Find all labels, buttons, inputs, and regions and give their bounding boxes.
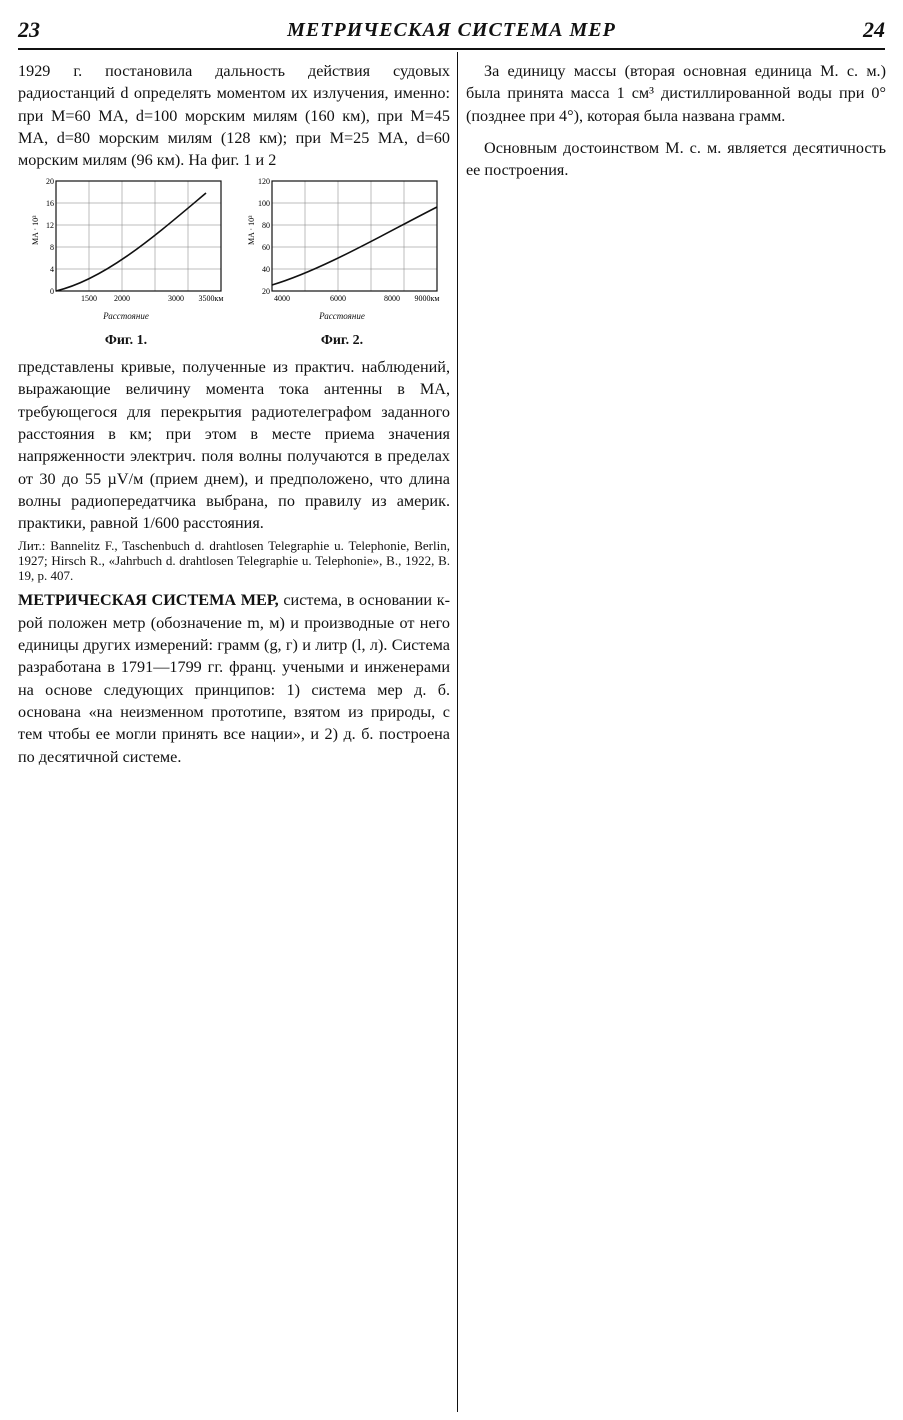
fig1-xtick: 1500: [81, 294, 97, 304]
fig1-ylabel: MA · 10³: [31, 215, 40, 246]
fig1-ytick: 0: [50, 287, 54, 297]
conclusion-paragraph: Основным достоинством М. с. м. является десятичность ее построения.: [466, 138, 886, 180]
fig2-ytick: 60: [262, 243, 270, 253]
fig2-xtick: 4000: [274, 294, 290, 304]
fig2-ytick: 40: [262, 265, 270, 275]
fig1-xtick: 2000: [114, 294, 130, 304]
fig1-ytick: 4: [50, 265, 54, 275]
figures-description-paragraph: представлены кривые, полученные из практич. наблюдений, выражающие величину момента тока антенны в МА, требующегося для перекрытия радиотелеграфом заданного расстояния в км; при этом в месте приема значения напряженности электрич. поля волны получаются в пределах от 30 до 55 µV/м (прием днем), и предположено, что длина волны радиопередатчика выбрана, по правилу из америк. практики, равной 1/600 расстояния.: [18, 358, 450, 533]
fig2-xlabel: Расстояние: [319, 311, 365, 322]
fig2-xtick: 6000: [330, 294, 346, 304]
left-page-number: 23: [18, 17, 40, 42]
fig1-xtick: 3000: [168, 294, 184, 304]
mass-unit-paragraph: За единицу массы (вторая основная единица М. с. м.) была принята масса 1 см³ дистиллированной воды при 0° (позднее при 4°), которая была названа грамм.: [466, 62, 886, 125]
fig2-caption: Фиг. 2.: [320, 332, 364, 348]
metric-system-article-start: [18, 589, 450, 767]
fig2-ytick: 120: [258, 177, 270, 187]
figure-1: [26, 175, 226, 352]
fig1-ytick: 8: [50, 243, 54, 253]
running-title: МЕТРИЧЕСКАЯ СИСТЕМА МЕР: [287, 18, 616, 41]
fig2-ytick: 100: [258, 199, 270, 209]
fig1-xtick: 3500км: [198, 294, 224, 304]
fig2-ytick: 80: [262, 221, 270, 231]
fig2-xtick: 8000: [384, 294, 400, 304]
fig1-ytick: 12: [46, 221, 54, 231]
figure-2: [242, 175, 442, 352]
figures-row: [18, 175, 450, 352]
metric-system-definition: система, в основании к-рой положен метр (обозначение m, м) и производные от него единицы других измерений: грамм (g, г) и литр (l, л). Система разработана в 1791—1799 гг. франц. учеными и инженерами на основе следующих принципов: 1) система мер д. б. основана «на неизменном прототипе, взятом из природы, с тем чтобы ее могли принять все нации», и 2) д. б. построена по десятичной системе.: [18, 591, 450, 766]
fig1-caption: Фиг. 1.: [104, 332, 148, 348]
fig2-ylabel: MA · 10³: [247, 215, 256, 246]
left-column: [18, 60, 450, 1410]
column-divider: [457, 52, 458, 1412]
fig1-ytick: 16: [46, 199, 54, 209]
right-page-number: 24: [862, 17, 885, 42]
fig1-xlabel: Расстояние: [103, 311, 149, 322]
article-term: МЕТРИЧЕСКАЯ СИСТЕМА МЕР,: [18, 591, 279, 610]
right-column: [466, 60, 886, 1410]
fig2-xtick: 9000км: [414, 294, 440, 304]
fig1-ytick: 20: [46, 177, 54, 187]
page-header: [18, 12, 885, 50]
literature-references: Лит.: Bannelitz F., Taschenbuch d. drahtlosen Telegraphie u. Telephonie, Berlin, 1927; Hirsch R., «Jahrbuch d. drahtlosen Telegraphie u. Telephonie», B., 1922, B. 19, p. 407.: [18, 538, 450, 584]
radio-range-paragraph: 1929 г. постановила дальность действия судовых радиостанций d определять моментом их излучения, именно: при M=60 МА, d=100 морским милям (160 км), при M=45 МА, d=80 морским милям (128 км); при M=25 МА, d=60 морским милям (96 км). На фиг. 1 и 2: [18, 62, 450, 170]
fig2-ytick: 20: [262, 287, 270, 297]
